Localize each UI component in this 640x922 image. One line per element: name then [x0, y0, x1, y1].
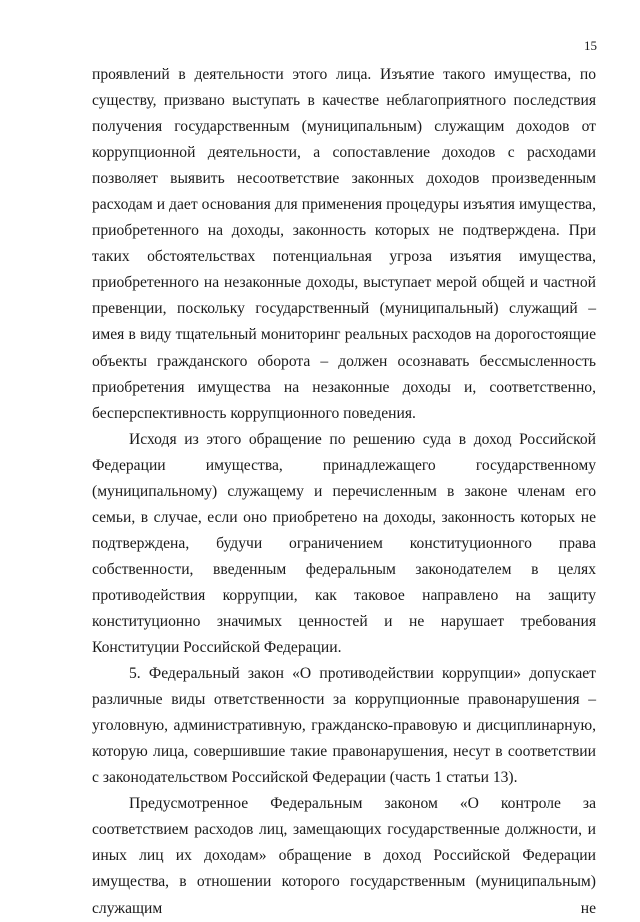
- document-body: [92, 62, 596, 922]
- paragraph-federal-law-control: Предусмотренное Федеральным законом «О контроле за соответствием расходов лиц, замещающих государственные должности, и иных лиц их доходам» обращение в доход Российской Федерации имущества, в отношении которого государственным (муниципальным) служащим не: [92, 795, 596, 917]
- paragraph-section-5: 5. Федеральный закон «О противодействии коррупции» допускает различные виды ответственности за коррупционные правонарушения – уголовную, административную, гражданско-правовую и дисциплинарную, которую лица, совершившие такие правонарушения, несут в соответствии с законодательством Российской Федерации (часть 1 статьи 13).: [92, 665, 596, 787]
- paragraph-consequence: Исходя из этого обращение по решению суда в доход Российской Федерации имущества, принадлежащего государственному (муниципальному) служащему и перечисленным в законе членам его семьи, в случае, если оно приобретено на доходы, законность которых не подтверждена, будучи ограничением конституционного права собственности, введенным федеральным законодателем в целях противодействия коррупции, как таковое направлено на защиту конституционно значимых ценностей и не нарушает требования Конституции Российской Федерации.: [92, 430, 596, 657]
- page-number: 15: [584, 38, 597, 53]
- paragraph-continuation: проявлений в деятельности этого лица. Изъятие такого имущества, по существу, призвано выступать в качестве неблагоприятного последствия получения государственным (муниципальным) служащим доходов от коррупционной деятельности, а сопоставление доходов с расходами позволяет выявить несоответствие законных доходов произведенным расходам и дает основания для применения процедуры изъятия имущества, приобретенного на доходы, законность которых не подтверждена. При таких обстоятельствах потенциальная угроза изъятия имущества, приобретенного на незаконные доходы, выступает мерой общей и частной превенции, поскольку государственный (муниципальный) служащий – имея в виду тщательный мониторинг реальных расходов на дорогостоящие объекты гражданского оборота – должен осознавать бессмысленность приобретения имущества на незаконные доходы и, соответственно, бесперспективность коррупционного поведения.: [92, 66, 596, 422]
